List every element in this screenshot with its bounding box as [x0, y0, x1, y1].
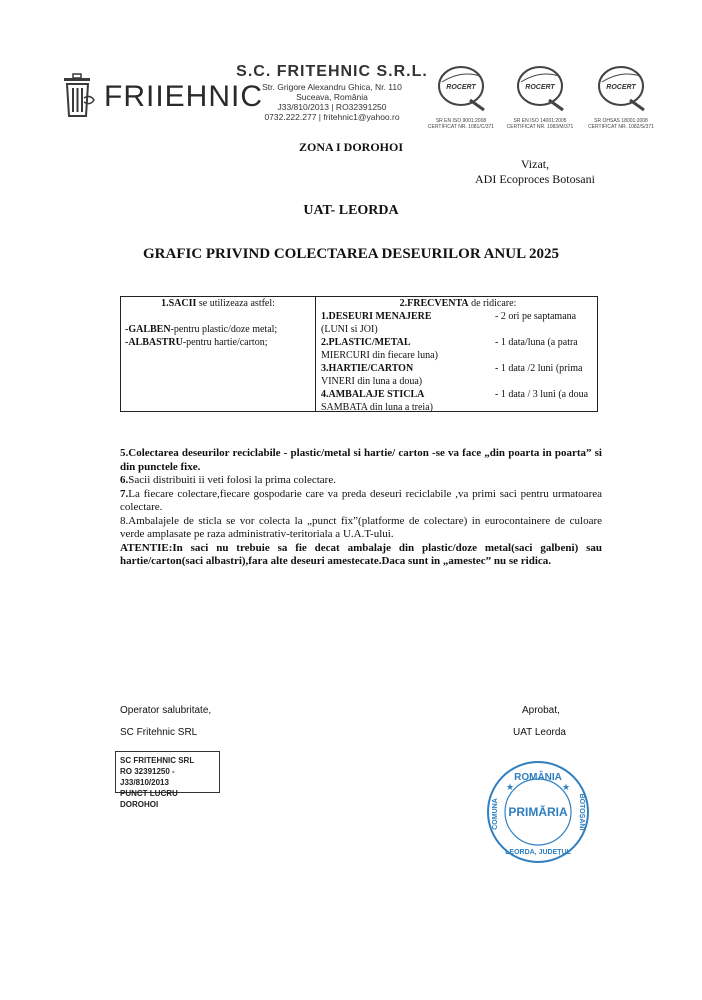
cert-standard: SR EN ISO 14001:2005 — [513, 118, 567, 124]
bag-use: -pentru plastic/doze metal; — [170, 324, 278, 335]
note-6-number: 6. — [120, 474, 129, 486]
cert-standard: SR EN ISO 9001:2008 — [435, 118, 487, 124]
frequency-item — [321, 336, 595, 349]
frequency-value: - 1 data/luna (a patra — [495, 337, 578, 348]
company-address-line2: Suceava, România — [296, 92, 368, 102]
seal-bottom-text: LEORDA, JUDEȚUL — [505, 849, 571, 856]
bags-header — [125, 297, 311, 310]
frequency-value: - 1 data / 3 luni (a doua — [495, 389, 589, 400]
company-stamp — [115, 751, 220, 809]
frequency-item — [321, 362, 595, 375]
note-5 — [120, 447, 602, 474]
star-icon: ★ — [562, 782, 571, 792]
vizat-block — [470, 157, 600, 187]
note-8: 8.Ambalajele de sticla se vor colecta la „punct fix”(platforme de colectare) in eurocontainere de culoare verde amplasate pe raza administrativ-teritoriala a U.A.T-ului. — [120, 514, 602, 540]
stamp-line: PUNCT LUCRU DOROHOI — [120, 789, 178, 809]
document-title: GRAFIC PRIVIND COLECTAREA DESEURILOR ANUL 2025 — [142, 246, 560, 262]
frequency-header-rest: de ridicare: — [468, 298, 517, 309]
vizat-label: Vizat, — [520, 157, 550, 171]
company-address-line1: Str. Grigore Alexandru Ghica, Nr. 110 — [262, 82, 402, 92]
uat-heading: UAT- LEORDA — [303, 203, 399, 218]
bags-column — [125, 297, 311, 349]
cert-number: CERTIFICAT NR. 1081/C/371 — [427, 124, 495, 130]
cert-label: ROCERT — [606, 84, 636, 91]
frequency-value: - 1 data /2 luni (prima — [495, 363, 583, 374]
stamp-line: RO 32391250 - J33/810/2013 — [120, 767, 175, 787]
frequency-header — [321, 297, 595, 310]
note-7 — [120, 488, 602, 515]
frequency-item — [321, 310, 595, 323]
schedule-table — [120, 296, 598, 412]
note-6 — [120, 474, 602, 488]
certification-badge — [424, 62, 498, 130]
note-5-text: 5.Colectarea deseurilor reciclabile - plastic/metal si hartie/ carton -se va face „din poarta in poarta” si din punctele fixe. — [120, 447, 602, 473]
cert-label: ROCERT — [525, 84, 555, 91]
cert-standard: SR OHSAS 18001:2008 — [594, 118, 648, 124]
bags-header-rest: se utilizeaza astfel: — [196, 298, 275, 309]
frequency-column — [321, 297, 595, 414]
attention-note — [120, 542, 602, 569]
company-contact: 0732.222.277 | fritehnic1@yahoo.ro — [264, 112, 400, 122]
operator-name: SC Fritehnic SRL — [120, 727, 198, 738]
stamp-line: SC FRITEHNIC SRL — [120, 756, 195, 765]
bag-use: -pentru hartie/carton; — [182, 337, 268, 348]
spacer — [125, 310, 311, 323]
company-info — [232, 62, 432, 122]
seal-top-text: ROMÂNIA — [514, 772, 562, 783]
cert-number: CERTIFICAT NR. 1083/M/371 — [506, 124, 574, 130]
seal-center-text: PRIMĂRIA — [508, 805, 568, 819]
waste-type: 4.AMBALAJE STICLA — [321, 389, 425, 400]
rocert-icon — [592, 62, 650, 112]
approved-label: Aprobat, — [522, 705, 560, 716]
waste-type: 3.HARTIE/CARTON — [321, 363, 414, 374]
bag-item-blue — [125, 336, 311, 349]
rocert-icon — [511, 62, 569, 112]
bag-color: -ALBASTRU — [125, 337, 183, 348]
frequency-detail: VINERI din luna a doua) — [321, 376, 423, 387]
certification-badge — [584, 62, 658, 130]
seal-right-text: BOTOȘANI — [578, 793, 585, 831]
waste-type: 1.DESEURI MENAJERE — [321, 311, 432, 322]
note-7-number: 7. — [120, 487, 129, 500]
seal-left-text: COMUNA — [492, 798, 499, 830]
approved-org: UAT Leorda — [513, 727, 566, 738]
bag-item-yellow — [125, 323, 311, 336]
frequency-detail: (LUNI si JOI) — [321, 324, 378, 335]
waste-type: 2.PLASTIC/METAL — [321, 337, 411, 348]
column-divider — [315, 297, 316, 411]
star-icon: ★ — [506, 782, 515, 792]
frequency-header-bold: 2.FRECVENTA — [399, 298, 469, 309]
logo-text: FRIIEHNIC — [104, 80, 263, 113]
cert-number: CERTIFICAT NR. 1082/S/371 — [588, 124, 654, 130]
notes-section — [120, 447, 602, 569]
trash-bin-logo-icon — [62, 72, 98, 118]
zone-heading: ZONA I DOROHOI — [298, 140, 403, 154]
company-registry: J33/810/2013 | RO32391250 — [277, 102, 387, 112]
attention-text: ATENTIE:In saci nu trebuie sa fie decat ambalaje din plastic/doze metal(saci galbeni) sau hartie/carton(saci albastri),fara alte deseuri amestecate.Daca sunt in „amestec” nu se ridica. — [120, 541, 602, 567]
bag-color: -GALBEN — [125, 324, 171, 335]
bags-header-bold: 1.SACII — [161, 298, 197, 309]
company-name: S.C. FRITEHNIC S.R.L. — [236, 63, 428, 80]
frequency-value: - 2 ori pe saptamana — [495, 311, 577, 322]
note-7-text: La fiecare colectare,fiecare gospodarie care va preda deseuri reciclabile ,va primi saci pentru urmatoarea colectare. — [120, 487, 602, 513]
rocert-icon — [432, 62, 490, 112]
operator-label: Operator salubritate, — [120, 705, 212, 716]
note-6-text: Sacii distribuiti ii veti folosi la prima colectare. — [128, 474, 336, 486]
vizat-org: ADI Ecoproces Botosani — [475, 172, 595, 186]
frequency-item — [321, 388, 595, 401]
frequency-detail: MIERCURI din fiecare luna) — [321, 350, 438, 361]
primaria-seal — [484, 758, 592, 866]
cert-label: ROCERT — [446, 84, 476, 91]
frequency-detail: SAMBATA din luna a treia) — [321, 402, 433, 413]
certification-badge — [503, 62, 577, 130]
